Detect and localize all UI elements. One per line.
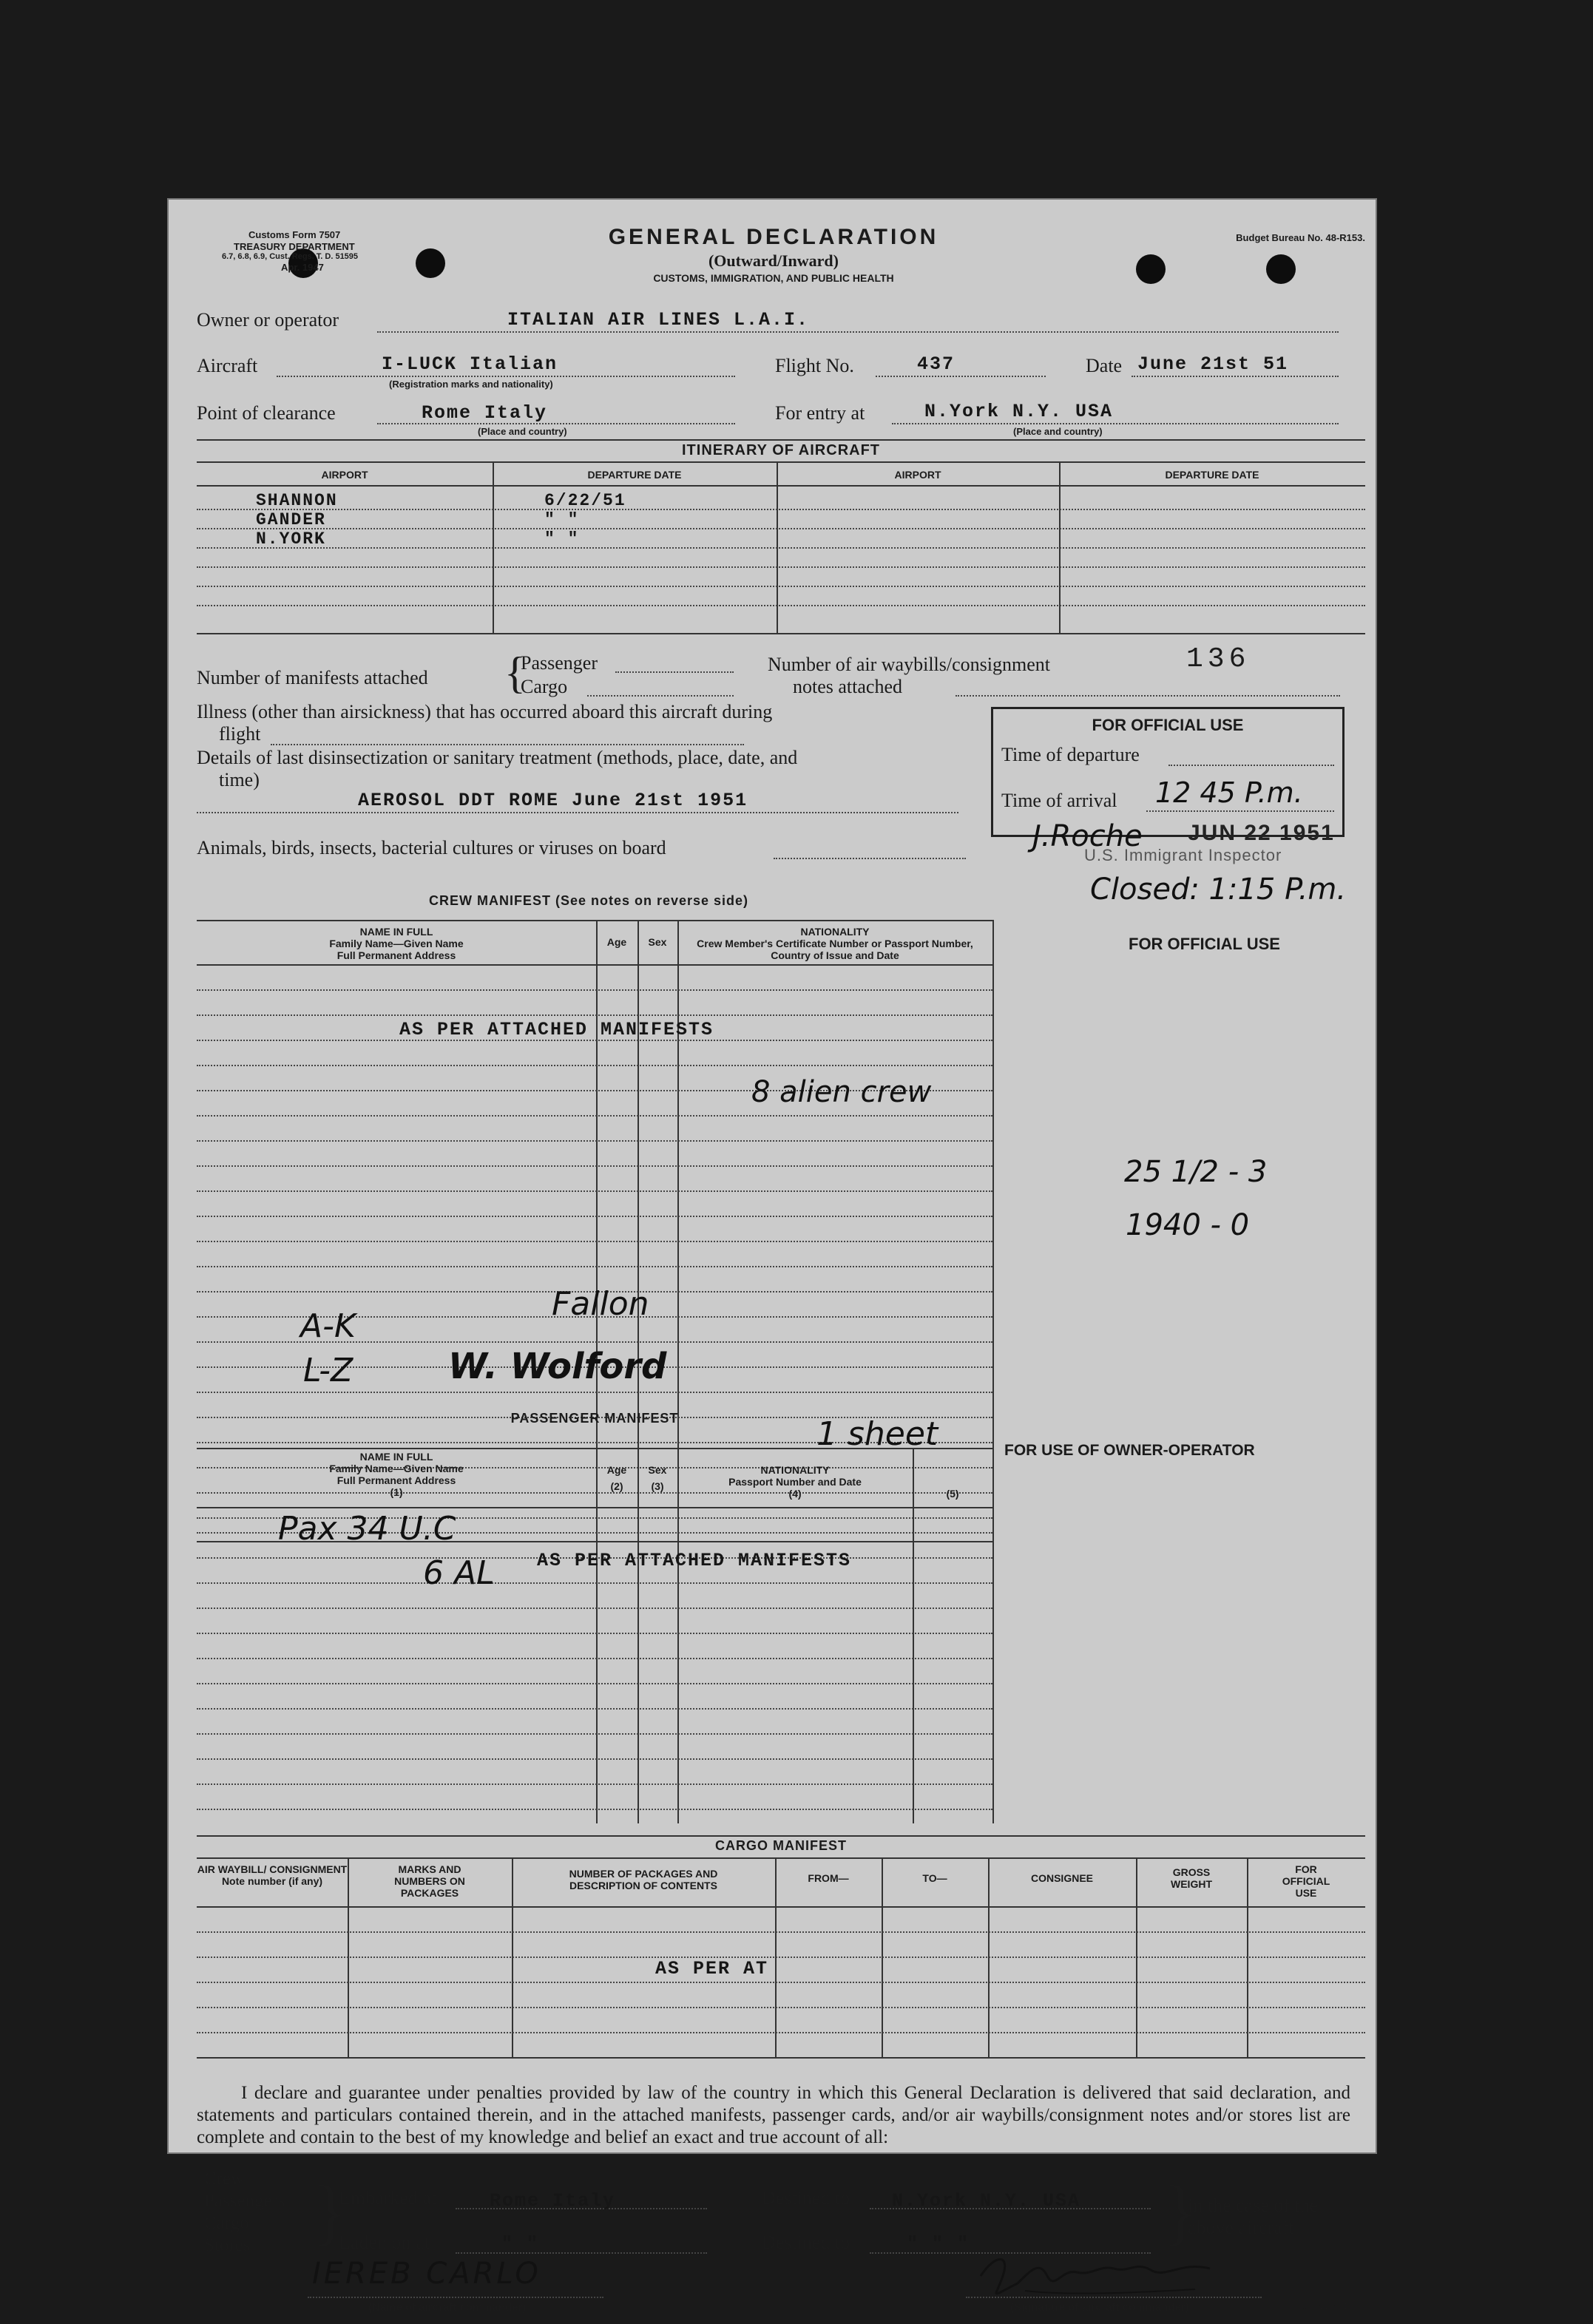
stamp-date: JUN 22 1951 — [1188, 821, 1335, 845]
passenger-header-sex-line: Sex — [648, 1464, 667, 1476]
departure-time-label: Time of departure — [1001, 744, 1140, 765]
itinerary-airport: SHANNON — [256, 491, 338, 510]
cargo-header-packages: NUMBER OF PACKAGES AND DESCRIPTION OF CONTENTS — [569, 1868, 718, 1892]
crew-header-nat-line: Crew Member's Certificate Number or Passport Number, — [697, 938, 973, 950]
passenger-header-nationality — [677, 1464, 913, 1500]
case-text2: above aircraft — [1188, 2217, 1294, 2238]
case-text: in the case of the — [1188, 2195, 1319, 2216]
arrival-time-value: 12 45 P.m. — [1155, 776, 1303, 809]
form-id — [222, 229, 399, 274]
aircraft-value: I-LUCK Italian — [382, 353, 558, 375]
passenger-header-name-line: (1) — [390, 1486, 403, 1499]
passenger-header-age-line: Age — [606, 1464, 627, 1476]
crew-header-name-line: Full Permanent Address — [336, 949, 456, 962]
form-title: GENERAL DECLARATION — [608, 225, 939, 249]
category-passengers: Passengers — [204, 2191, 285, 2211]
passenger-header-sex-line: (3) — [651, 1480, 664, 1493]
date-label: Date — [1086, 355, 1123, 376]
official-title: FOR OFFICIAL USE — [1092, 716, 1244, 734]
flight-value: 437 — [917, 353, 956, 375]
arrival-time-label: Time of arrival — [1001, 790, 1117, 811]
itinerary-date: " " — [544, 510, 580, 529]
flight-label: Flight No. — [775, 355, 854, 376]
crew-title: CREW MANIFEST (See notes on reverse side) — [428, 893, 749, 908]
itinerary-header-airport: AIRPORT — [894, 469, 941, 481]
sheet-note: 1 sheet — [816, 1415, 938, 1453]
passenger-header-sex — [637, 1464, 677, 1492]
closed-note: Closed: 1:15 P.m. — [1090, 873, 1347, 907]
crew-header-sex: Sex — [648, 936, 667, 948]
cargo-header-official: FOR OFFICIAL USE — [1282, 1863, 1330, 1900]
category-cargo: Cargo — [204, 2213, 249, 2233]
form-header — [537, 225, 1010, 284]
brace: } — [1163, 2170, 1198, 2252]
declaration-categories — [204, 2168, 285, 2257]
passenger-header-nat-line: Passport Number and Date — [728, 1476, 862, 1488]
aircraft-label: Aircraft — [197, 355, 258, 376]
destined-label2: Destined to — [762, 2232, 850, 2253]
crew-count-note: 8 alien crew — [751, 1075, 932, 1109]
cargo-title: CARGO MANIFEST — [715, 1838, 847, 1853]
inspector-signature: J.Roche — [1032, 819, 1143, 853]
brace: { — [504, 648, 526, 697]
cargo-header-marks: MARKS AND NUMBERS ON PACKAGES — [394, 1863, 465, 1900]
entry-label: For entry at — [775, 402, 865, 424]
category-crew: Crew — [204, 2169, 245, 2189]
itinerary-airport: GANDER — [256, 510, 326, 529]
cargo-header-weight: GROSS WEIGHT — [1171, 1866, 1212, 1891]
clearance-label: Point of clearance — [197, 402, 336, 424]
passenger-header-name-line: Full Permanent Address — [336, 1474, 456, 1487]
commander-name-caption: (Name of aircraft commander) — [368, 2301, 527, 2314]
disinsect-label: Details of last disinsectization or sanitary treatment (methods, place, date, and — [197, 747, 798, 768]
date-value: June 21st 51 — [1137, 353, 1289, 375]
crew-header-name-line: NAME IN FULL — [359, 926, 433, 938]
crew-official-title: FOR OFFICIAL USE — [1129, 935, 1280, 953]
signature-scribble-icon — [973, 2246, 1217, 2298]
passenger-header-name — [197, 1451, 596, 1498]
aircraft-caption: (Registration marks and nationality) — [389, 379, 553, 390]
cargo-header-consignee: CONSIGNEE — [1030, 1872, 1093, 1884]
animals-label: Animals, birds, insects, bacterial cultures or viruses on board — [197, 837, 666, 858]
entry-value: N.York N.Y. USA — [924, 401, 1114, 422]
crew-header-nat-line: Country of Issue and Date — [771, 949, 899, 962]
form-id-line: Apr. 1947 — [281, 262, 324, 274]
clearance-caption: (Place and country) — [478, 426, 567, 437]
passenger-header-age-line: (2) — [610, 1480, 623, 1493]
passenger-header-name-line: Family Name—Given Name — [329, 1463, 464, 1475]
signature-caption: (Signature of aircraft commander) — [1010, 2301, 1189, 2314]
illness-label2: flight — [219, 723, 261, 745]
itinerary-date: 6/22/51 — [544, 491, 626, 510]
destined-value: N.York N.Y. USA — [892, 2190, 1081, 2212]
cargo-header-from: FROM— — [808, 1872, 849, 1884]
itinerary-airport: N.YORK — [256, 529, 326, 549]
passenger-label: Passenger — [521, 652, 598, 674]
cargo-header-waybill: AIR WAYBILL/ CONSIGNMENT Note number (if any) — [197, 1863, 348, 1888]
itinerary-header-date: DEPARTURE DATE — [587, 469, 682, 481]
itinerary-header-date: DEPARTURE DATE — [1165, 469, 1259, 481]
crew-note: L-Z — [303, 1352, 354, 1389]
crew-header-name-line: Family Name—Given Name — [329, 938, 464, 950]
punch-hole — [1266, 254, 1296, 284]
owner-operator-title: FOR USE OF OWNER-OPERATOR — [1004, 1442, 1255, 1459]
entry-caption: (Place and country) — [1013, 426, 1103, 437]
owner-label: Owner or operator — [197, 309, 339, 331]
declaration-form — [167, 198, 1377, 2314]
laden-value: " " — [501, 2233, 540, 2254]
form-id-line: 6.7, 6.8, 6.9, Cust. Regs. T. D. 51595 — [222, 252, 359, 262]
itinerary-date: " " — [544, 529, 580, 549]
passenger-header-name-line: NAME IN FULL — [359, 1451, 433, 1463]
declaration-text: I declare and guarantee under penalties provided by law of the country in which this General Declaration is delivered that said declaration, and statements and particulars contained therein, and in the attached manifests, passenger cards, and/or air waybills/consignment notes and/or stores list are complete and contain to the best of my knowledge and belief an exact and true account of all: — [197, 2083, 1350, 2147]
punch-hole — [1136, 254, 1166, 284]
punch-hole — [416, 248, 445, 278]
cargo-typed-note: AS PER AT — [655, 1958, 769, 1979]
commander-signature — [973, 2246, 1217, 2308]
crew-header-age: Age — [606, 936, 627, 948]
itinerary-header-airport: AIRPORT — [321, 469, 368, 481]
illness-label: Illness (other than airsickness) that has occurred aboard this aircraft during — [197, 701, 773, 722]
cargo-label: Cargo — [521, 676, 568, 697]
budget-number: Budget Bureau No. 48-R153. — [1236, 232, 1365, 243]
official-note: 1940 - 0 — [1126, 1208, 1250, 1242]
passenger-header-nat-line: NATIONALITY — [760, 1464, 830, 1476]
laden-label: Laden on at — [339, 2232, 430, 2253]
waybills-label2: notes attached — [793, 676, 902, 697]
passenger-typed-note: AS PER ATTACHED MANIFESTS — [537, 1550, 852, 1571]
official-note: 25 1/2 - 3 — [1124, 1155, 1268, 1189]
passenger-alien-note: 6 AL — [423, 1554, 495, 1592]
form-subtitle: (Outward/Inward) — [708, 251, 839, 270]
crew-header-nat-line: NATIONALITY — [800, 926, 870, 938]
passenger-header-age — [596, 1464, 637, 1492]
print-code: o8—16—52255-1 — [1278, 2301, 1348, 2311]
crew-typed-note: AS PER ATTACHED MANIFESTS — [399, 1019, 714, 1040]
clearance-value: Rome Italy — [422, 402, 548, 424]
form-id-line: TREASURY DEPARTMENT — [234, 240, 355, 252]
destined-label: Destined to — [762, 2187, 850, 2209]
owner-value: ITALIAN AIR LINES L.A.I. — [507, 309, 810, 331]
itinerary-title: ITINERARY OF AIRCRAFT — [681, 442, 881, 458]
crew-signature: Fallon — [552, 1285, 649, 1323]
form-id-line: Customs Form 7507 — [248, 229, 341, 240]
waybills-label: Number of air waybills/consignment — [768, 654, 1050, 675]
disinsect-label2: time) — [219, 769, 260, 790]
commander-name: IEREB CARLO — [312, 2257, 541, 2291]
crew-header-name — [197, 926, 596, 961]
crew-signature: W. Wolford — [448, 1346, 667, 1387]
stamp-text: U.S. Immigrant Inspector — [1084, 846, 1282, 864]
passenger-header-col5: (5) — [946, 1488, 959, 1500]
crew-note: A-K — [300, 1307, 356, 1345]
embarked-label: Embarked at — [339, 2187, 437, 2209]
passenger-count-note: Pax 34 U.C — [278, 1510, 456, 1548]
embarked-value: Rome Italy — [490, 2190, 616, 2212]
form-subtitle2: CUSTOMS, IMMIGRATION, AND PUBLIC HEALTH — [653, 272, 894, 284]
brace: } — [312, 2170, 348, 2252]
disinsect-value: AEROSOL DDT ROME June 21st 1951 — [358, 790, 748, 811]
destined-value2: " " " — [907, 2233, 970, 2254]
waybills-value: 136 — [1186, 643, 1251, 675]
cargo-header-to: TO— — [922, 1872, 947, 1884]
manifests-label: Number of manifests attached — [197, 667, 428, 688]
category-stores: Stores — [204, 2235, 251, 2255]
passenger-title: PASSENGER MANIFEST — [510, 1411, 679, 1426]
crew-header-nationality — [677, 926, 992, 961]
passenger-header-nat-line: (4) — [788, 1488, 802, 1500]
